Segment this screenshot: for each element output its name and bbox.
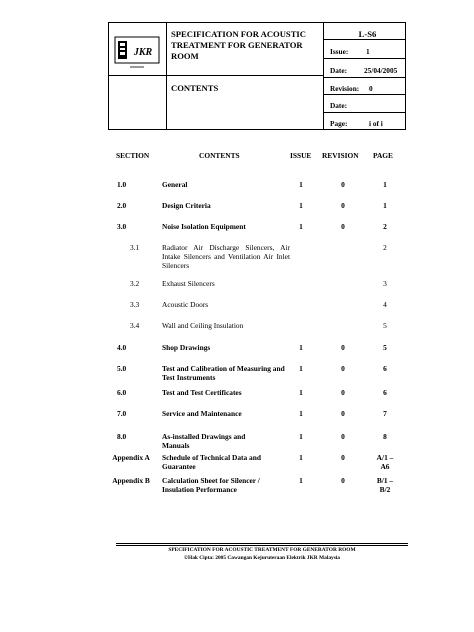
logo-lettering: JKR <box>133 47 153 58</box>
row-section: 6.0 <box>117 388 127 397</box>
row-page: 6 <box>383 364 387 373</box>
row-section: Appendix B <box>112 476 150 485</box>
footer-rule <box>116 545 408 546</box>
document-header-box <box>108 22 406 130</box>
issue-label: Issue: <box>330 47 349 56</box>
revision-value: 0 <box>369 84 373 93</box>
footer-copyright: ©Hak Cipta: 2005 Cawangan Kejuruteraan Elektrik JKR Malaysia <box>183 555 340 561</box>
row-page: 6 <box>383 388 387 397</box>
row-section: 3.4 <box>130 321 140 330</box>
header-divider <box>323 94 406 95</box>
row-page: 8 <box>383 432 387 441</box>
row-issue: 1 <box>299 476 303 485</box>
column-header-issue: ISSUE <box>290 151 312 160</box>
row-contents: Calculation Sheet for Silencer / Insulation Performance <box>162 476 260 494</box>
row-contents: Exhaust Silencers <box>162 279 215 288</box>
contents-heading: CONTENTS <box>171 83 219 93</box>
row-page: 3 <box>383 279 387 288</box>
issue-value: 1 <box>366 47 370 56</box>
revision-date-label: Date: <box>330 101 348 110</box>
row-issue: 1 <box>299 343 303 352</box>
row-issue: 1 <box>299 388 303 397</box>
row-page: 2 <box>383 243 387 252</box>
row-section: Appendix A <box>112 453 150 462</box>
row-section: 3.2 <box>130 279 140 288</box>
row-revision: 0 <box>341 388 345 397</box>
row-issue: 1 <box>299 364 303 373</box>
row-contents: Acoustic Doors <box>162 300 209 309</box>
row-section: 3.3 <box>130 300 140 309</box>
footer-rule <box>116 543 408 544</box>
row-page: 1 <box>383 180 387 189</box>
header-divider <box>166 23 167 129</box>
row-page: 2 <box>383 222 387 231</box>
row-section: 5.0 <box>117 364 127 373</box>
row-section: 1.0 <box>117 180 127 189</box>
row-section: 2.0 <box>117 201 127 210</box>
row-issue: 1 <box>299 222 303 231</box>
row-contents: Service and Maintenance <box>162 409 242 418</box>
row-contents: Radiator Air Discharge Silencers, Air Intake Silencers and Ventilation Air Inlet Silencers <box>162 243 290 270</box>
row-contents: As-installed Drawings and Manuals <box>162 432 246 450</box>
row-issue: 1 <box>299 453 303 462</box>
revision-label: Revision: <box>330 84 360 93</box>
column-header-contents: CONTENTS <box>199 151 240 160</box>
row-contents: Noise Isolation Equipment <box>162 222 246 231</box>
header-divider <box>323 77 406 78</box>
row-contents: Test and Test Certificates <box>162 388 242 397</box>
row-contents: Wall and Ceiling Insulation <box>162 321 244 330</box>
row-revision: 0 <box>341 409 345 418</box>
row-contents: Shop Drawings <box>162 343 211 352</box>
column-header-section: SECTION <box>116 151 150 160</box>
header-divider <box>323 112 406 113</box>
column-header-page: PAGE <box>373 151 393 160</box>
row-issue: 1 <box>299 432 303 441</box>
row-revision: 0 <box>341 453 345 462</box>
row-contents: Test and Calibration of Measuring and Test Instruments <box>162 364 285 382</box>
row-issue: 1 <box>299 409 303 418</box>
row-revision: 0 <box>341 476 345 485</box>
row-revision: 0 <box>341 180 345 189</box>
row-page: B/1 – B/2 <box>376 476 394 494</box>
row-revision: 0 <box>341 222 345 231</box>
date-value: 25/04/2005 <box>364 66 398 75</box>
row-section: 7.0 <box>117 409 127 418</box>
page-label: Page: <box>330 119 348 128</box>
row-revision: 0 <box>341 343 345 352</box>
row-revision: 0 <box>341 364 345 373</box>
row-issue: 1 <box>299 201 303 210</box>
row-page: 4 <box>383 300 387 309</box>
document-title: SPECIFICATION FOR ACOUSTIC TREATMENT FOR GENERATOR ROOM <box>171 29 306 61</box>
column-header-revision: REVISION <box>322 151 359 160</box>
page-value: i of i <box>369 119 383 128</box>
footer-title: SPECIFICATION FOR ACOUSTIC TREATMENT FOR GENERATOR ROOM <box>168 547 356 553</box>
row-section: 3.0 <box>117 222 127 231</box>
row-section: 3.1 <box>130 243 140 252</box>
header-divider <box>323 39 406 40</box>
row-issue: 1 <box>299 180 303 189</box>
row-section: 4.0 <box>117 343 127 352</box>
document-code: L-S6 <box>358 29 377 39</box>
row-contents: General <box>162 180 188 189</box>
jkr-logo <box>114 31 160 71</box>
row-page: 5 <box>383 321 387 330</box>
row-revision: 0 <box>341 201 345 210</box>
header-divider <box>323 58 406 59</box>
row-revision: 0 <box>341 432 345 441</box>
date-label: Date: <box>330 66 348 75</box>
header-divider <box>109 75 323 76</box>
row-page: 1 <box>383 201 387 210</box>
row-contents: Design Criteria <box>162 201 211 210</box>
row-page: A/1 – A6 <box>376 453 394 471</box>
row-section: 8.0 <box>117 432 127 441</box>
row-page: 7 <box>383 409 387 418</box>
row-page: 5 <box>383 343 387 352</box>
row-contents: Schedule of Technical Data and Guarantee <box>162 453 261 471</box>
